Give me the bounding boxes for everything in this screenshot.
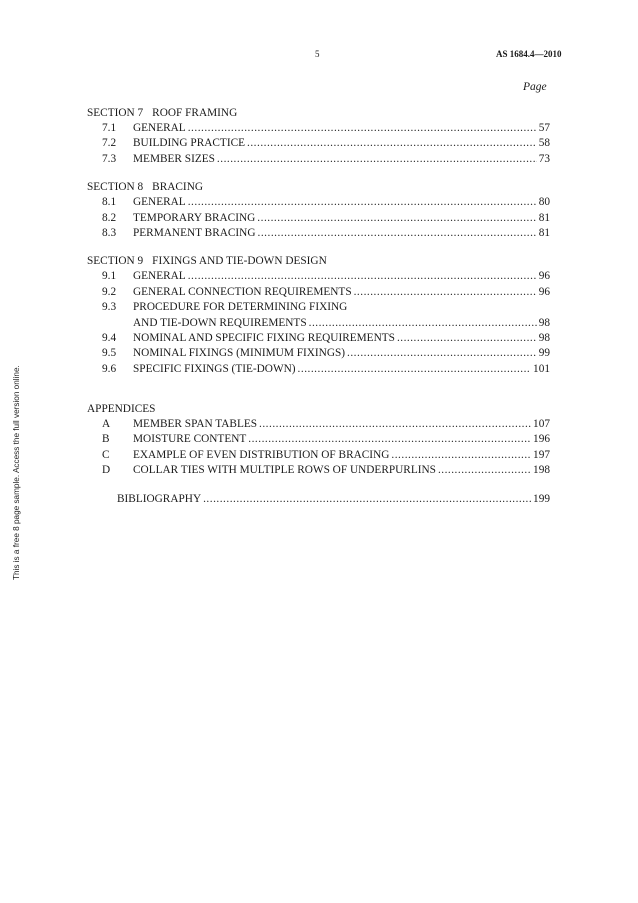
entry-page: 98 — [538, 316, 550, 329]
toc-entry[interactable] — [87, 300, 550, 315]
entry-title: PROCEDURE FOR DETERMINING FIXING — [133, 301, 348, 314]
appendix-entry[interactable] — [87, 417, 550, 432]
entry-page: 96 — [538, 285, 550, 298]
appendix-letter: D — [102, 464, 111, 477]
toc-entry[interactable] — [87, 362, 550, 377]
dot-leader — [203, 492, 531, 507]
entry-number: 8.3 — [102, 226, 117, 239]
appendix-page: 198 — [533, 464, 550, 477]
entry-page: 98 — [538, 331, 550, 344]
entry-number: 8.2 — [102, 211, 117, 224]
document-id: AS 1684.4—2010 — [496, 49, 562, 59]
toc-section-9 — [87, 254, 550, 377]
section-number: SECTION 7 — [87, 107, 144, 119]
section-title: FIXINGS AND TIE-DOWN DESIGN — [152, 255, 327, 268]
toc-section-7 — [87, 106, 550, 167]
appendices-heading[interactable]: APPENDICES — [87, 403, 156, 416]
dot-leader — [298, 362, 532, 377]
entry-number: 9.3 — [102, 301, 117, 314]
toc-entry[interactable] — [87, 331, 550, 346]
entry-number: 9.2 — [102, 285, 117, 298]
page-column-label: Page — [523, 81, 547, 93]
entry-number: 7.3 — [102, 152, 117, 165]
entry-page: 81 — [538, 226, 550, 239]
sample-notice — [2, 330, 22, 580]
dot-leader — [438, 463, 531, 478]
appendix-title: MEMBER SPAN TABLES — [133, 418, 258, 431]
toc-appendices — [87, 402, 550, 479]
appendix-letter: C — [102, 448, 110, 461]
entry-title: SPECIFIC FIXINGS (TIE-DOWN) — [133, 362, 296, 375]
dot-leader — [247, 136, 537, 151]
dot-leader — [347, 346, 537, 361]
appendix-title: COLLAR TIES WITH MULTIPLE ROWS OF UNDERPURLINS — [133, 464, 436, 477]
entry-title: AND TIE-DOWN REQUIREMENTS — [133, 316, 307, 329]
section-title: BRACING — [152, 181, 204, 194]
dot-leader — [188, 195, 537, 210]
bibliography-page: 199 — [533, 492, 550, 505]
appendix-page: 107 — [533, 418, 550, 431]
entry-number: 9.5 — [102, 347, 117, 360]
bibliography-title: BIBLIOGRAPHY — [117, 492, 202, 505]
toc-entry[interactable] — [87, 226, 550, 241]
dot-leader — [397, 331, 537, 346]
dot-leader — [188, 121, 537, 136]
entry-page: 99 — [538, 347, 550, 360]
dot-leader — [257, 211, 536, 226]
toc-bibliography — [87, 492, 550, 507]
entry-title: NOMINAL FIXINGS (MINIMUM FIXINGS) — [133, 347, 346, 360]
entry-title: GENERAL — [133, 196, 186, 209]
dot-leader — [259, 417, 531, 432]
entry-page: 81 — [538, 211, 550, 224]
section-heading[interactable] — [87, 180, 550, 195]
section-heading[interactable] — [87, 106, 550, 121]
page-number: 5 — [315, 49, 320, 59]
appendix-title: MOISTURE CONTENT — [133, 433, 247, 446]
entry-title: GENERAL CONNECTION REQUIREMENTS — [133, 285, 352, 298]
toc-entry[interactable] — [87, 346, 550, 361]
entry-title: BUILDING PRACTICE — [133, 137, 246, 150]
dot-leader — [248, 432, 531, 447]
bibliography-entry[interactable] — [87, 492, 550, 507]
toc-entry[interactable] — [87, 285, 550, 300]
toc-entry[interactable] — [87, 152, 550, 167]
entry-page: 80 — [538, 196, 550, 209]
entry-title: GENERAL — [133, 270, 186, 283]
entry-page: 58 — [538, 137, 550, 150]
dot-leader — [354, 285, 537, 300]
section-title: ROOF FRAMING — [152, 107, 238, 119]
toc-entry[interactable] — [87, 136, 550, 151]
dot-leader — [217, 152, 537, 167]
entry-number: 7.2 — [102, 137, 117, 150]
entry-page: 96 — [538, 270, 550, 283]
toc-entry[interactable] — [87, 121, 550, 136]
toc-entry-continuation[interactable] — [87, 316, 550, 331]
appendix-entry[interactable] — [87, 448, 550, 463]
dot-leader — [391, 448, 531, 463]
entry-title: MEMBER SIZES — [133, 152, 215, 165]
dot-leader — [188, 269, 537, 284]
sample-notice-text: This is a free 8 page sample. Access the full version online. — [12, 365, 21, 580]
appendix-page: 197 — [533, 448, 550, 461]
table-of-contents — [87, 106, 550, 520]
appendix-title: EXAMPLE OF EVEN DISTRIBUTION OF BRACING — [133, 448, 390, 461]
section-number: SECTION 9 — [87, 255, 144, 268]
entry-title: TEMPORARY BRACING — [133, 211, 256, 224]
entry-page: 101 — [533, 362, 550, 375]
toc-entry[interactable] — [87, 269, 550, 284]
dot-leader — [309, 316, 537, 331]
entry-title: PERMANENT BRACING — [133, 226, 256, 239]
entry-number: 7.1 — [102, 122, 117, 134]
toc-entry[interactable] — [87, 211, 550, 226]
toc-section-8 — [87, 180, 550, 241]
entry-title: NOMINAL AND SPECIFIC FIXING REQUIREMENTS — [133, 331, 395, 344]
appendix-letter: B — [102, 433, 110, 446]
section-number: SECTION 8 — [87, 181, 144, 194]
appendix-letter: A — [102, 418, 111, 431]
appendix-entry[interactable] — [87, 463, 550, 478]
appendix-entry[interactable] — [87, 432, 550, 447]
entry-number: 9.6 — [102, 362, 117, 375]
entry-title: GENERAL — [133, 122, 186, 134]
section-heading[interactable] — [87, 254, 550, 269]
entry-page: 73 — [538, 152, 550, 165]
entry-number: 9.1 — [102, 270, 117, 283]
entry-number: 8.1 — [102, 196, 117, 209]
entry-page: 57 — [538, 122, 550, 134]
entry-number: 9.4 — [102, 331, 117, 344]
dot-leader — [258, 226, 537, 241]
appendix-page: 196 — [533, 433, 550, 446]
toc-entry[interactable] — [87, 195, 550, 210]
